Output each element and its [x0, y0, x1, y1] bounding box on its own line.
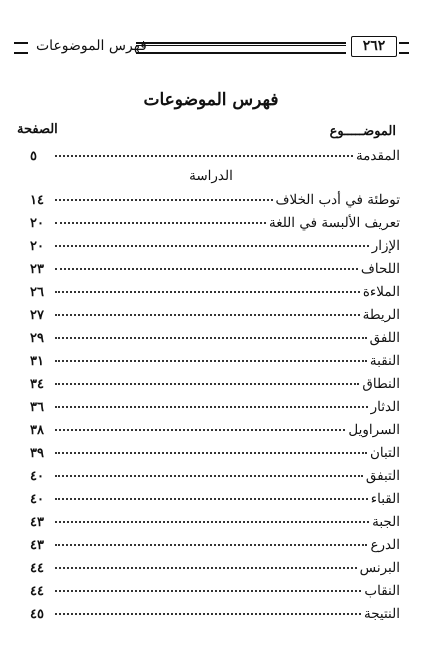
toc-entry-page: ٤٣	[30, 538, 44, 553]
running-title: فهرس الموضوعات	[36, 38, 147, 54]
toc-entry-page: ٢٧	[30, 308, 44, 323]
toc-leader-dots	[55, 208, 266, 224]
toc-leader-dots	[55, 484, 368, 500]
toc-entry	[30, 303, 400, 323]
toc-entry-title: المقدمة	[355, 148, 400, 164]
toc-entry	[30, 464, 400, 484]
toc-entry	[30, 280, 400, 300]
toc-entry	[30, 487, 400, 507]
toc-leader-dots	[55, 323, 367, 339]
toc-entry	[30, 510, 400, 530]
toc-leader-dots	[55, 300, 360, 316]
toc-entry-title: الإزار	[371, 238, 400, 254]
column-header-page: الصفحة	[17, 122, 58, 137]
page-title: فهرس الموضوعات	[143, 90, 279, 110]
toc-leader-dots	[55, 507, 369, 523]
toc-entry-title: النتيجة	[363, 606, 400, 622]
toc-leader-dots	[55, 438, 367, 454]
toc-entry	[30, 533, 400, 553]
toc-entry-title: الملاءة	[362, 284, 400, 300]
toc-entry-title: القباء	[370, 491, 400, 507]
toc-entry-title: السراويل	[348, 422, 400, 438]
toc-entry-title: الدثار	[370, 399, 400, 415]
toc-entry-page: ٤٠	[30, 492, 44, 507]
toc-entry-page: ٢٦	[30, 285, 44, 300]
toc-leader-dots	[55, 576, 361, 592]
toc-leader-dots	[55, 599, 361, 615]
toc-entry-page: ١٤	[30, 193, 44, 208]
toc-entry	[30, 144, 400, 164]
toc-entry-page: ٢٠	[30, 216, 44, 231]
toc-entry-title: البرنس	[359, 560, 400, 576]
toc-entry	[30, 349, 400, 369]
toc-leader-dots	[55, 277, 360, 293]
toc-entry-title: الدرع	[370, 537, 400, 553]
toc-entry-page: ٢٩	[30, 331, 44, 346]
toc-entry-title: اللفق	[369, 330, 400, 346]
toc-entry	[30, 579, 400, 599]
toc-entry	[30, 211, 400, 231]
toc-entry-page: ٤٤	[30, 561, 44, 576]
toc-leader-dots	[55, 231, 369, 247]
toc-leader-dots	[55, 530, 367, 546]
toc-leader-dots	[55, 369, 359, 385]
toc-entry-title: النقاب	[364, 583, 400, 599]
toc-entry-title: اللحاف	[360, 261, 400, 277]
toc-entry	[30, 257, 400, 277]
toc-entry-title: النطاق	[362, 376, 400, 392]
toc-entry	[30, 418, 400, 438]
toc-entry-page: ٥	[30, 149, 37, 164]
toc-entry	[30, 441, 400, 461]
page-number: ٢٦٢	[351, 36, 397, 57]
toc-leader-dots	[55, 254, 358, 270]
toc-leader-dots	[55, 553, 357, 569]
toc-leader-dots	[55, 346, 367, 362]
toc-entry-page: ٣٤	[30, 377, 44, 392]
toc-entry-page: ٢٠	[30, 239, 44, 254]
toc-entry	[30, 602, 400, 622]
toc-entry-page: ٣٦	[30, 400, 44, 415]
toc-entry	[30, 372, 400, 392]
toc-entry-page: ٣٨	[30, 423, 44, 438]
toc-entry-title: تعريف الألبسة في اللغة	[268, 215, 400, 231]
column-header-topic: الموضـــــوع	[329, 124, 396, 139]
toc-entry-title: الريطة	[362, 307, 400, 323]
toc-leader-dots	[55, 141, 353, 157]
toc-entry	[30, 326, 400, 346]
toc-entry-page: ٤٣	[30, 515, 44, 530]
toc-entry-page: ٤٠	[30, 469, 44, 484]
toc-leader-dots	[55, 461, 363, 477]
toc-entry-page: ٣١	[30, 354, 44, 369]
toc-entry-page: ٤٥	[30, 607, 44, 622]
toc-entry-title: توطئة في أدب الخلاف	[275, 192, 400, 208]
toc-entry-page: ٣٩	[30, 446, 44, 461]
toc-leader-dots	[55, 415, 345, 431]
toc-entry	[30, 234, 400, 254]
toc-entry-page: ٤٤	[30, 584, 44, 599]
toc-entry-title: الجبة	[372, 514, 400, 530]
toc-entry	[30, 395, 400, 415]
toc-leader-dots	[55, 185, 273, 201]
toc-entry-page: ٢٣	[30, 262, 44, 277]
toc-leader-dots	[55, 392, 368, 408]
toc-entry-title: النقبة	[369, 353, 400, 369]
toc-entry	[30, 556, 400, 576]
toc-entry-title: التبفق	[365, 468, 400, 484]
toc-entry	[30, 188, 400, 208]
toc-entry-title: التبان	[369, 445, 400, 461]
section-label: الدراسة	[189, 168, 233, 184]
